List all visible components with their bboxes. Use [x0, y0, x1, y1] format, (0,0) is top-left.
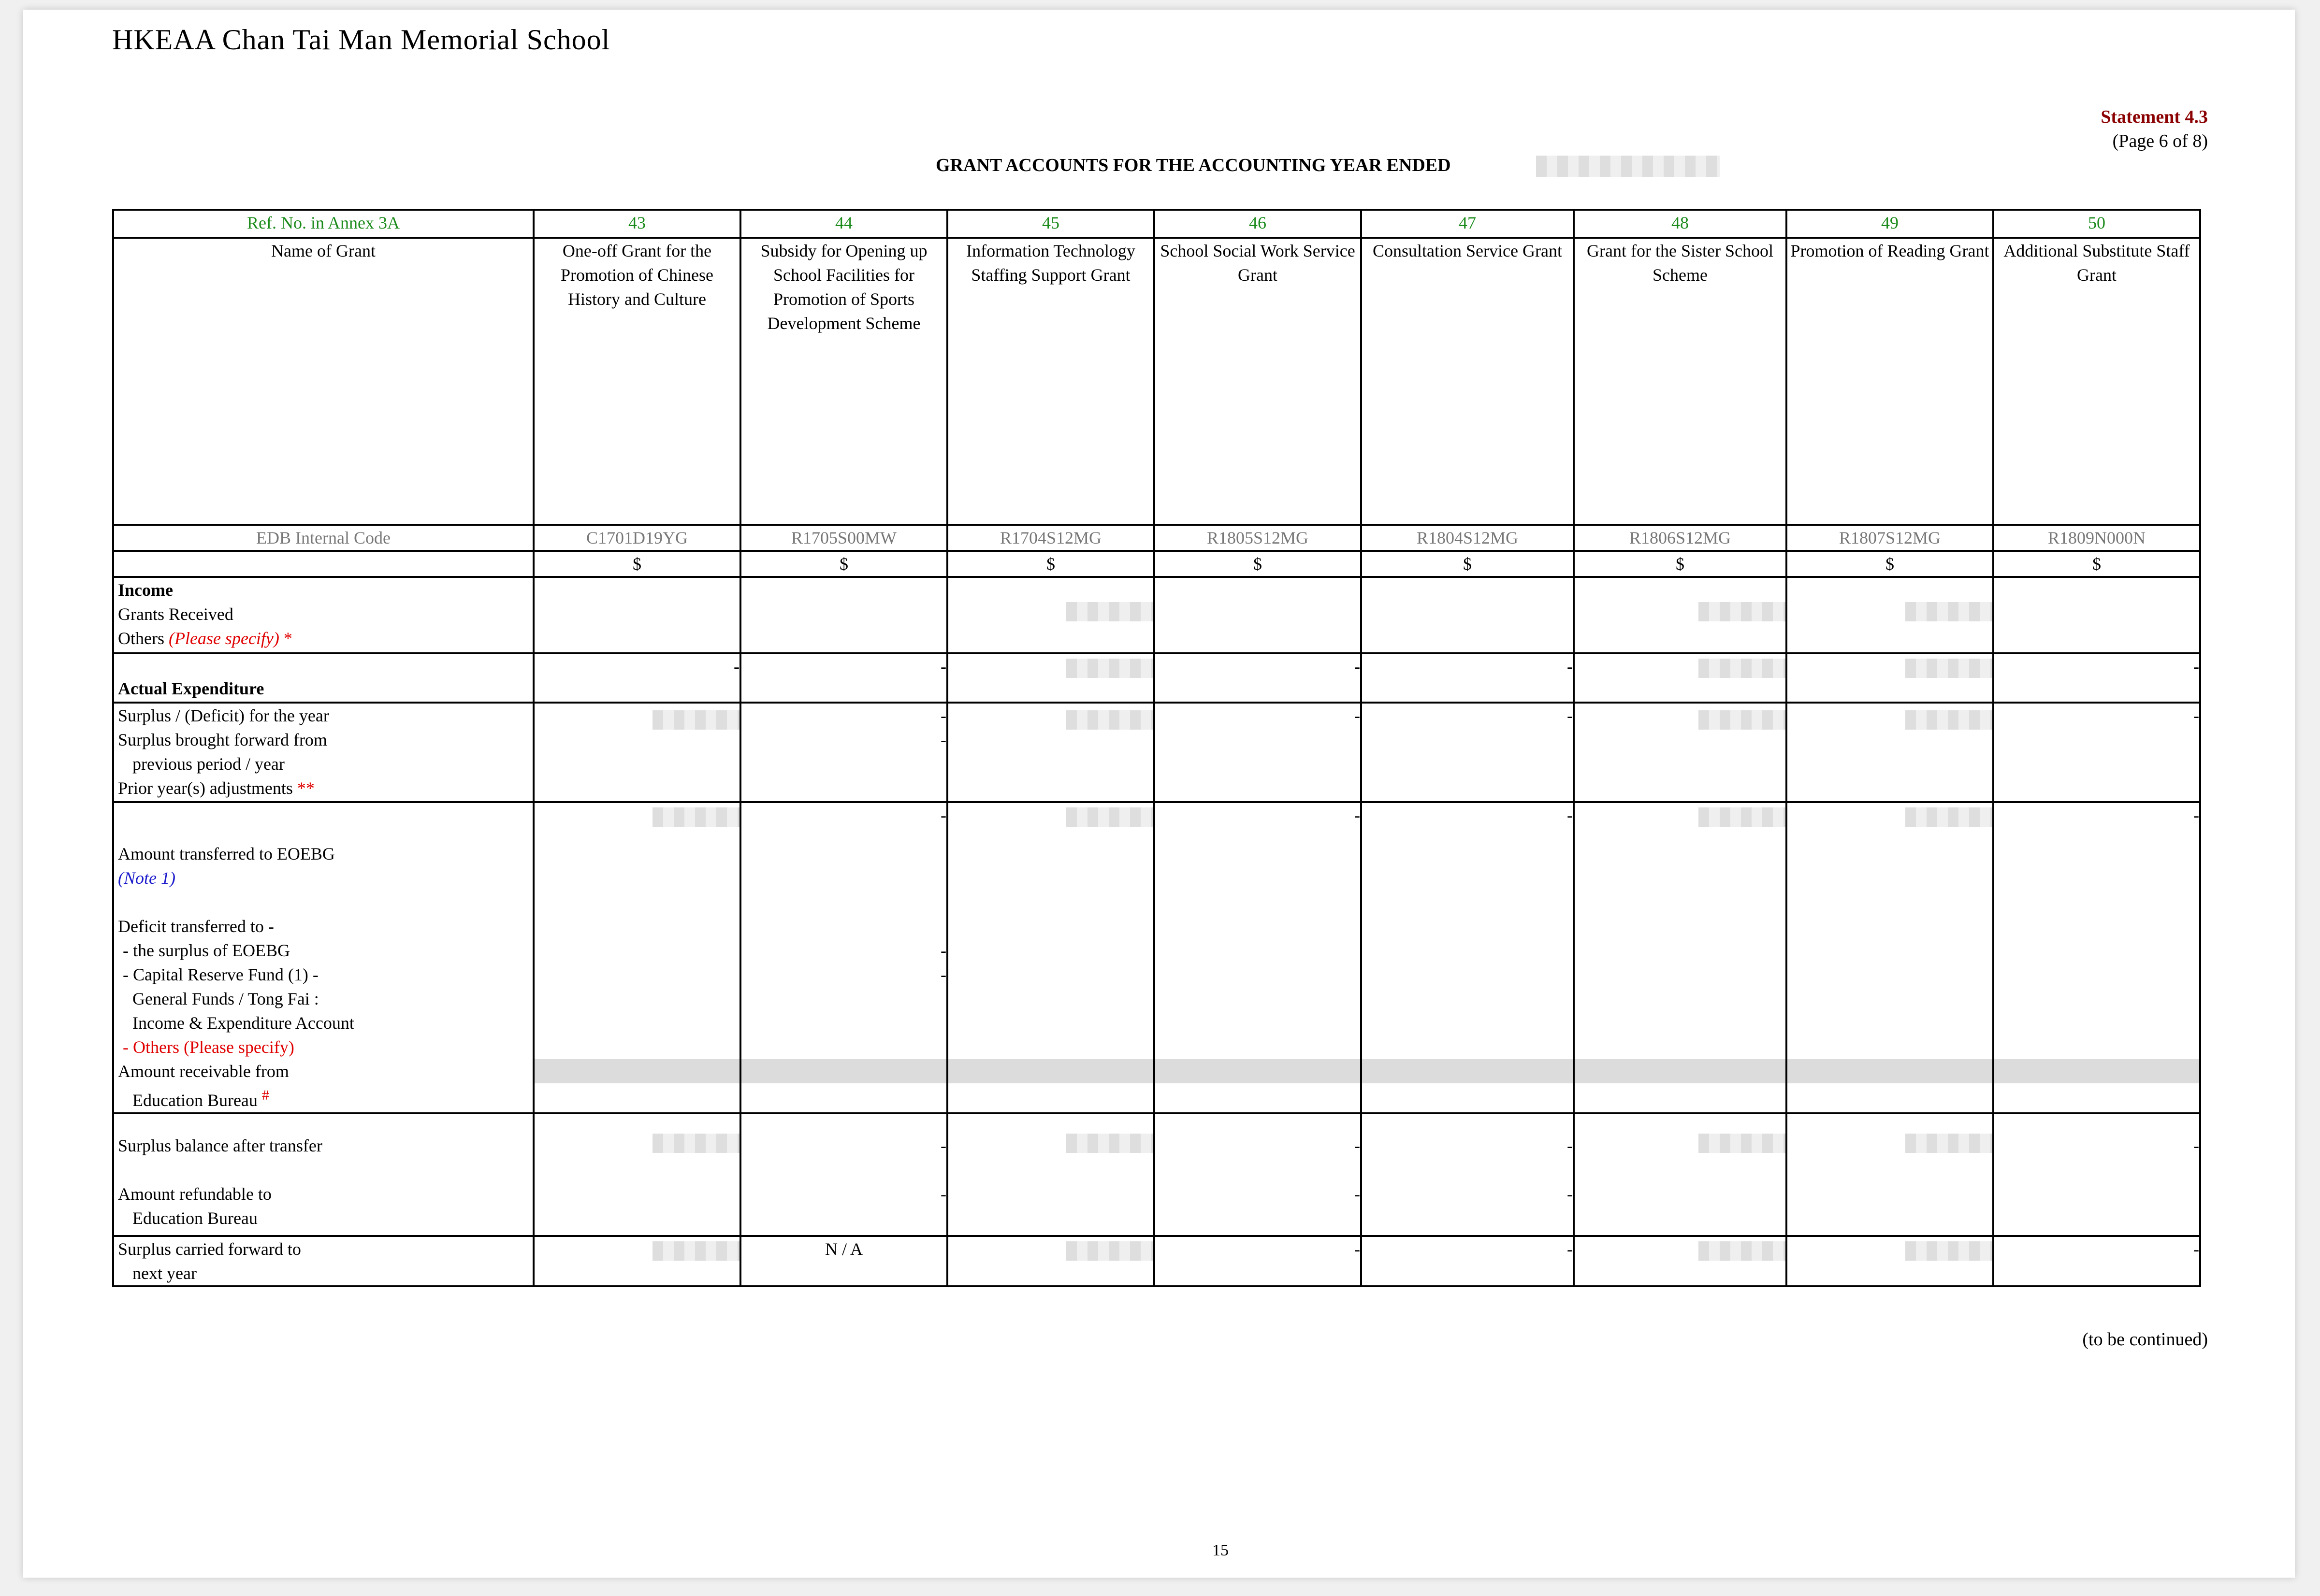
refundable-label: Amount refundable to	[118, 1184, 272, 1204]
next-year-label: next year	[132, 1264, 197, 1283]
edb-code: R1807S12MG	[1786, 525, 1993, 551]
prior-adj-label: Prior year(s) adjustments	[118, 778, 293, 798]
currency: $	[534, 551, 740, 577]
redacted-value	[1698, 1134, 1785, 1153]
redacted-date	[1536, 156, 1720, 177]
grant-name: Information Technology Staffing Support Grant	[947, 238, 1154, 525]
redacted-value	[652, 710, 740, 730]
star-marker: *	[283, 629, 292, 648]
grant-name: Consultation Service Grant	[1361, 238, 1574, 525]
dash-value: -	[1567, 1136, 1573, 1155]
dash-value: -	[2193, 1239, 2199, 1259]
redacted-value	[1698, 602, 1785, 621]
currency: $	[947, 551, 1154, 577]
redacted-value	[1698, 659, 1785, 678]
surplus-row	[113, 703, 2200, 802]
carried-fwd-label: Surplus carried forward to	[118, 1239, 301, 1259]
redacted-value	[1066, 602, 1153, 621]
school-name: HKEAA Chan Tai Man Memorial School	[112, 24, 610, 56]
surplus-bf-label: Surplus brought forward from	[118, 730, 327, 749]
redacted-value	[1066, 1134, 1153, 1153]
currency-row	[113, 551, 2200, 577]
receivable-row	[113, 1059, 2200, 1113]
receivable-label: Amount receivable from	[118, 1062, 289, 1081]
ref-cell: 47	[1361, 210, 1574, 238]
grant-name: Promotion of Reading Grant	[1786, 238, 1993, 525]
gen-funds-label: General Funds / Tong Fai :	[132, 989, 319, 1008]
dash-value: -	[1567, 1239, 1573, 1259]
redacted-value	[1905, 659, 1992, 678]
ref-cell: 49	[1786, 210, 1993, 238]
redacted-value	[652, 1241, 740, 1261]
grant-name: School Social Work Service Grant	[1154, 238, 1361, 525]
edb-code: R1805S12MG	[1154, 525, 1361, 551]
redacted-value	[1066, 1241, 1153, 1261]
ref-cell: 44	[740, 210, 947, 238]
dash-value: -	[1567, 706, 1573, 725]
statement-number: Statement 4.3	[2101, 107, 2208, 127]
dash-value: -	[1354, 805, 1360, 825]
dash-value: -	[1354, 1239, 1360, 1259]
dash-value: -	[941, 805, 946, 825]
dash-value: -	[2193, 805, 2199, 825]
dash-value: -	[941, 1184, 946, 1204]
dash-value: -	[1567, 657, 1573, 676]
dash-value: -	[1567, 1184, 1573, 1204]
double-star-marker: **	[297, 778, 315, 798]
redacted-value	[1905, 1241, 1992, 1261]
currency: $	[1993, 551, 2200, 577]
hash-marker: #	[261, 1087, 269, 1103]
na-value: N / A	[825, 1239, 863, 1259]
refundable-edb-label: Education Bureau	[132, 1208, 258, 1228]
redacted-value	[1905, 1134, 1992, 1153]
dash-value: -	[1354, 706, 1360, 725]
grant-name: Additional Substitute Staff Grant	[1993, 238, 2200, 525]
dash-value: -	[941, 730, 946, 749]
transferred-eoebg-label: Amount transferred to EOEBG	[118, 844, 335, 863]
ref-cell: 46	[1154, 210, 1361, 238]
ref-cell: 50	[1993, 210, 2200, 238]
dash-value: -	[2193, 1136, 2199, 1155]
redacted-value	[1698, 710, 1785, 730]
others-specify-label: - Others (Please specify)	[123, 1037, 294, 1057]
dash-value: -	[2193, 706, 2199, 725]
ie-account-label: Income & Expenditure Account	[132, 1013, 354, 1033]
name-row	[113, 238, 2200, 525]
report-title: GRANT ACCOUNTS FOR THE ACCOUNTING YEAR ENDED	[936, 155, 1451, 175]
edb-code: R1705S00MW	[740, 525, 947, 551]
continued-note: (to be continued)	[2082, 1329, 2208, 1350]
grants-received-label: Grants Received	[118, 604, 233, 624]
deficit-to-label: Deficit transferred to -	[118, 917, 274, 936]
grant-accounts-table	[112, 209, 2201, 1287]
currency: $	[740, 551, 947, 577]
redacted-value	[1905, 602, 1992, 621]
edb-code: R1809N000N	[1993, 525, 2200, 551]
surplus-deficit-label: Surplus / (Deficit) for the year	[118, 706, 329, 725]
note1-label: (Note 1)	[118, 868, 175, 888]
page-of: (Page 6 of 8)	[2112, 131, 2208, 151]
surplus-after-label: Surplus balance after transfer	[118, 1136, 322, 1155]
redacted-value	[1905, 807, 1992, 827]
crf-label: - Capital Reserve Fund (1) -	[123, 965, 319, 984]
dash-value: -	[941, 1136, 946, 1155]
dash-value: -	[941, 657, 946, 676]
currency: $	[1154, 551, 1361, 577]
actual-expenditure-label: Actual Expenditure	[118, 679, 264, 698]
redacted-value	[652, 1134, 740, 1153]
ref-cell: 45	[947, 210, 1154, 238]
currency: $	[1361, 551, 1574, 577]
redacted-value	[652, 807, 740, 827]
edb-code: R1806S12MG	[1574, 525, 1786, 551]
after-transfer-row	[113, 1113, 2200, 1236]
redacted-value	[1066, 710, 1153, 730]
ref-cell: 48	[1574, 210, 1786, 238]
edb-label: Education Bureau	[132, 1091, 258, 1110]
currency: $	[1574, 551, 1786, 577]
code-row	[113, 525, 2200, 551]
grant-name: Subsidy for Opening up School Facilities for Promotion of Sports Development Scheme	[740, 238, 947, 525]
ref-label: Ref. No. in Annex 3A	[113, 210, 534, 238]
code-label: EDB Internal Code	[113, 525, 534, 551]
income-row	[113, 577, 2200, 653]
edb-code: C1701D19YG	[534, 525, 740, 551]
dash-value: -	[1354, 657, 1360, 676]
dash-value: -	[1354, 1184, 1360, 1204]
dash-value: -	[941, 706, 946, 725]
redacted-value	[1698, 807, 1785, 827]
carried-forward-row	[113, 1236, 2200, 1286]
redacted-value	[1066, 807, 1153, 827]
dash-value: -	[941, 941, 946, 960]
ref-row	[113, 210, 2200, 238]
page-number: 15	[1212, 1541, 1229, 1559]
others-label: Others	[118, 629, 164, 648]
redacted-value	[1066, 659, 1153, 678]
document-page	[23, 10, 2295, 1578]
dash-value: -	[1354, 1136, 1360, 1155]
prev-period-label: previous period / year	[132, 754, 285, 774]
dash-value: -	[2193, 657, 2199, 676]
expenditure-row	[113, 653, 2200, 703]
edb-code: R1804S12MG	[1361, 525, 1574, 551]
edb-code: R1704S12MG	[947, 525, 1154, 551]
currency: $	[1786, 551, 1993, 577]
ref-cell: 43	[534, 210, 740, 238]
surplus-eoebg-label: - the surplus of EOEBG	[123, 941, 290, 960]
dash-value: -	[1567, 805, 1573, 825]
grant-name: One-off Grant for the Promotion of Chinese History and Culture	[534, 238, 740, 525]
dash-value: -	[941, 965, 946, 984]
transfer-row	[113, 802, 2200, 1059]
redacted-value	[1905, 710, 1992, 730]
dash-value: -	[734, 657, 740, 676]
name-label: Name of Grant	[113, 238, 534, 525]
redacted-value	[1698, 1241, 1785, 1261]
income-label: Income	[118, 580, 173, 600]
grant-name: Grant for the Sister School Scheme	[1574, 238, 1786, 525]
please-specify: (Please specify)	[168, 629, 279, 648]
